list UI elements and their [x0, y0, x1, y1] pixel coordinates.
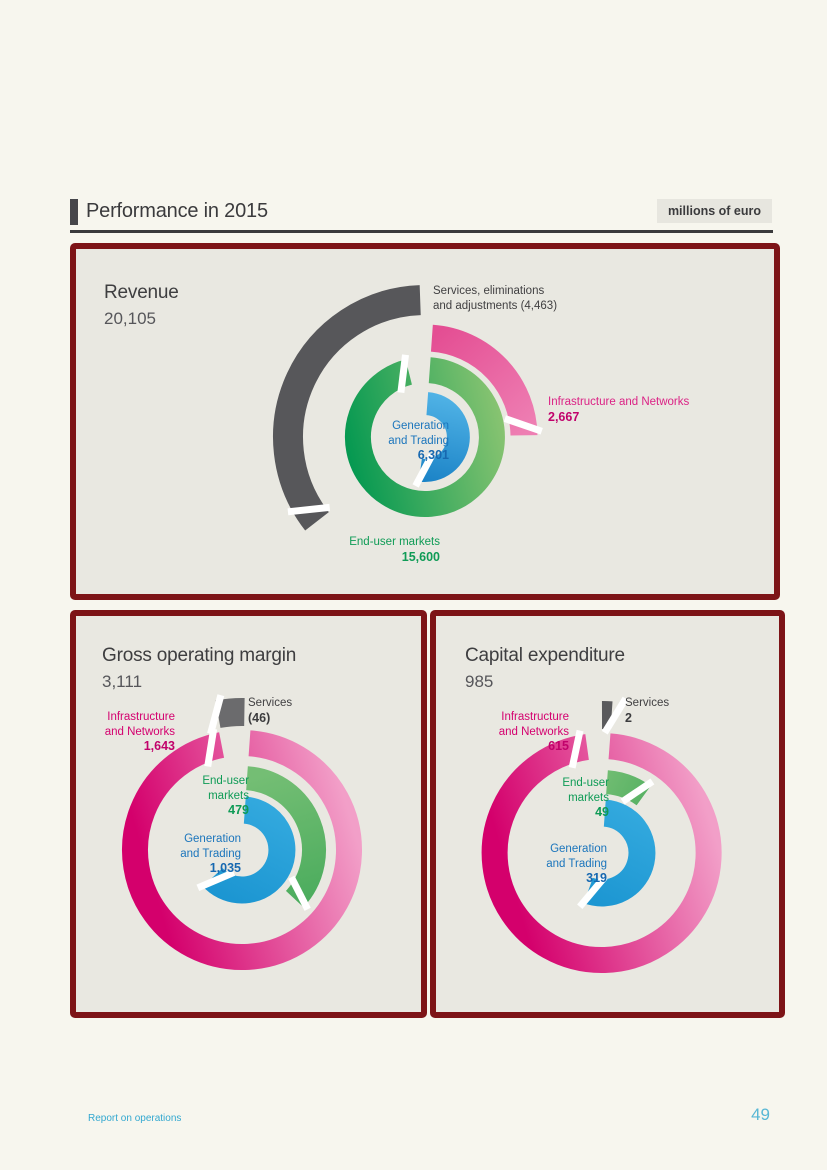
title-accent-bar — [70, 199, 78, 225]
chart-total: 20,105 — [104, 309, 156, 328]
segment-value: 1,035 — [209, 861, 241, 875]
chart-title: Gross operating margin — [102, 645, 297, 666]
footer-page-number: 49 — [751, 1105, 770, 1124]
segment-value: 479 — [228, 803, 249, 817]
segment-label-line: Infrastructure — [501, 711, 569, 723]
page-title: Performance in 2015 — [86, 200, 268, 222]
segment-label-line: Services — [248, 697, 293, 709]
segment-label-line: Infrastructure and Networks — [548, 396, 690, 408]
segment-label-line: Generation — [392, 420, 449, 432]
footer-section-label: Report on operations — [88, 1113, 182, 1124]
segment-label-line: and Networks — [498, 725, 569, 738]
segment-label-line: Generation — [184, 833, 241, 845]
segment-label-services — [433, 284, 557, 313]
segment-label-line: Generation — [550, 843, 607, 855]
segment-label-line: End-user — [562, 777, 609, 789]
segment-label-line: Services, eliminations — [433, 285, 545, 297]
segment-label-line: Infrastructure — [107, 711, 175, 723]
segment-label-generation — [388, 419, 449, 463]
segment-label-end-user — [349, 535, 440, 564]
segment-label-infrastructure — [105, 710, 175, 754]
segment-label-end-user — [202, 774, 249, 818]
chart-title: Capital expenditure — [465, 645, 625, 666]
chart-total: 985 — [465, 672, 494, 691]
segment-label-line: and Networks — [104, 725, 175, 738]
segment-label-services — [625, 696, 669, 725]
segment-label-line: and Trading — [546, 857, 607, 870]
segment-value: 2 — [625, 710, 632, 725]
segment-value: 49 — [595, 805, 609, 819]
segment-value: 6,301 — [417, 448, 449, 462]
segment-label-services — [248, 696, 292, 725]
chart-total: 3,111 — [102, 672, 143, 691]
segment-label-line: End-user markets — [349, 536, 440, 548]
segment-label-generation — [546, 842, 607, 886]
segment-value: 1,643 — [143, 739, 175, 753]
segment-label-line: and Trading — [180, 847, 241, 860]
segment-value: 615 — [548, 739, 569, 753]
unit-label: millions of euro — [657, 199, 772, 223]
segment-value: 2,667 — [548, 409, 580, 424]
segment-label-infrastructure — [548, 395, 689, 424]
segment-label-line: and adjustments (4,463) — [433, 299, 558, 312]
capital-expenditure-panel — [430, 610, 785, 1018]
donut-arc-services — [218, 712, 244, 714]
segment-label-end-user — [562, 776, 609, 820]
chart-title: Revenue — [104, 282, 179, 303]
revenue-panel — [70, 243, 780, 600]
segment-value: 15,600 — [401, 549, 440, 564]
segment-label-line: Services — [625, 697, 670, 709]
segment-label-infrastructure — [499, 710, 569, 754]
segment-label-line: markets — [568, 791, 609, 804]
segment-label-generation — [180, 832, 241, 876]
segment-value: 319 — [586, 871, 607, 885]
segment-label-line: and Trading — [388, 434, 449, 447]
header-divider — [70, 230, 773, 233]
segment-label-line: markets — [208, 789, 249, 802]
segment-value: (46) — [248, 710, 271, 725]
gross-operating-margin-panel — [70, 610, 427, 1018]
segment-label-line: End-user — [202, 775, 249, 787]
